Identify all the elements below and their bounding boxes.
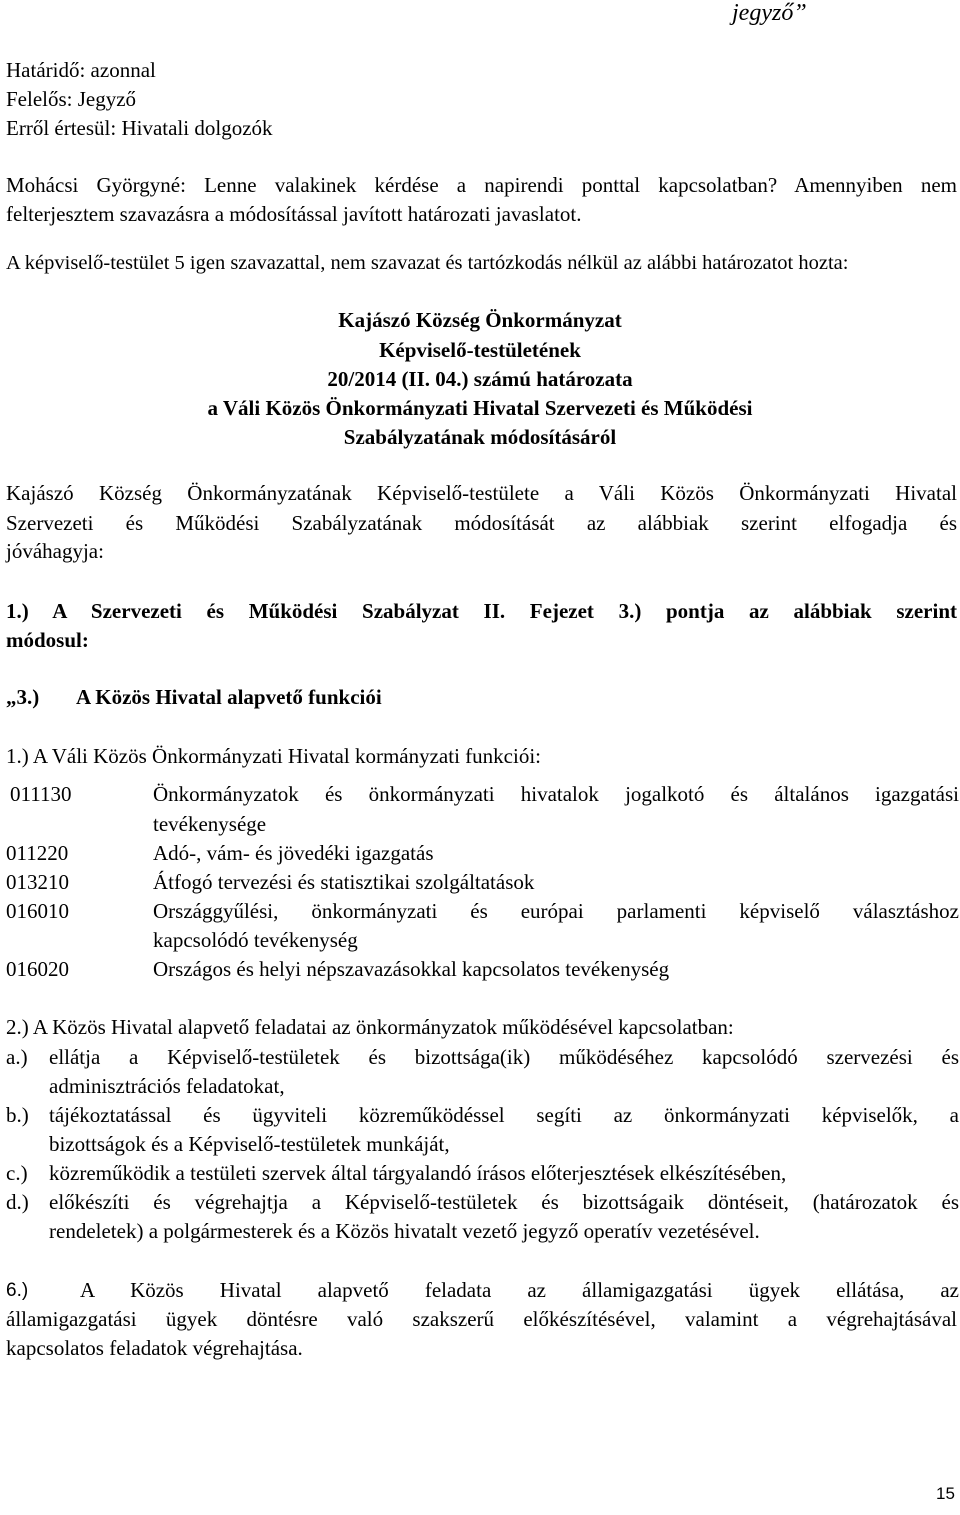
point1-line-2: módosul: bbox=[6, 628, 89, 652]
function-code: 011220 bbox=[6, 841, 69, 865]
header-fragment: jegyző” bbox=[732, 0, 807, 26]
task-text: közreműködik a testületi szervek által tárgyalandó írásos előterjesztések elkészítésében, bbox=[49, 1161, 787, 1185]
notified-line: Erről értesül: Hivatali dolgozók bbox=[6, 116, 273, 140]
function-code: 011130 bbox=[10, 782, 72, 806]
resolution-title-line-4: a Váli Közös Önkormányzati Hivatal Szervezeti és Működési bbox=[207, 396, 753, 420]
resolution-title-line-1: Kajászó Község Önkormányzat bbox=[338, 308, 622, 332]
task-text-cont: rendeletek) a polgármesterek és a Közös hivatalt vezető jegyző operatív vezetésével. bbox=[49, 1219, 760, 1243]
sub2-heading: 2.) A Közös Hivatal alapvető feladatai az önkormányzatok működésével kapcsolatban: bbox=[6, 1015, 734, 1039]
resolution-title-line-2: Képviselő-testületének bbox=[379, 338, 581, 362]
task-text-cont: adminisztrációs feladatokat, bbox=[49, 1074, 285, 1098]
task-label: b.) bbox=[6, 1103, 29, 1127]
function-desc: Országos és helyi népszavazásokkal kapcsolatos tevékenység bbox=[153, 957, 670, 981]
task-text: előkészíti és végrehajtja a Képviselő-testületek és bizottságaik döntéseit, (határozatok és bbox=[49, 1190, 959, 1214]
sub6-line-3: kapcsolatos feladatok végrehajtása. bbox=[6, 1336, 303, 1360]
sub6-line-1: A Közös Hivatal alapvető feladata az államigazgatási ügyek ellátása, az bbox=[80, 1278, 959, 1302]
deadline-line: Határidő: azonnal bbox=[6, 58, 156, 82]
page-number: 15 bbox=[936, 1484, 955, 1503]
vote-statement: A képviselő-testület 5 igen szavazattal, nem szavazat és tartózkodás nélkül az alábbi határozatot hozta: bbox=[6, 252, 849, 274]
function-desc: Országgyűlési, önkormányzati és európai parlamenti képviselő választáshoz bbox=[153, 899, 959, 923]
function-desc-cont: kapcsolódó tevékenység bbox=[153, 928, 358, 952]
body-line-2: Szervezeti és Működési Szabályzatának módosítását az alábbiak szerint elfogadja és bbox=[6, 511, 957, 535]
sub1-heading: 1.) A Váli Közös Önkormányzati Hivatal kormányzati funkciói: bbox=[6, 744, 541, 768]
responsible-line: Felelős: Jegyző bbox=[6, 87, 137, 111]
task-text: ellátja a Képviselő-testületek és bizottsága(ik) működéséhez kapcsolódó szervezési és bbox=[49, 1045, 959, 1069]
body-line-1: Kajászó Község Önkormányzatának Képviselő-testülete a Váli Közös Önkormányzati Hivatal bbox=[6, 481, 957, 505]
task-text: tájékoztatással és ügyviteli közreműködéssel segíti az önkormányzati képviselők, a bbox=[49, 1103, 959, 1127]
function-code: 016020 bbox=[6, 957, 69, 981]
body-line-3: jóváhagyja: bbox=[6, 539, 104, 563]
task-text-cont: bizottságok és a Képviselő-testületek munkáját, bbox=[49, 1132, 450, 1156]
resolution-title-line-3: 20/2014 (II. 04.) számú határozata bbox=[327, 367, 633, 391]
function-code: 013210 bbox=[6, 870, 69, 894]
task-label: c.) bbox=[6, 1161, 28, 1185]
resolution-title-line-5: Szabályzatának módosításáról bbox=[343, 425, 617, 449]
function-desc-cont: tevékenysége bbox=[153, 812, 267, 836]
task-label: d.) bbox=[6, 1190, 29, 1214]
function-code: 016010 bbox=[6, 899, 69, 923]
function-desc: Önkormányzatok és önkormányzati hivatalok jogalkotó és általános igazgatási bbox=[153, 782, 959, 806]
section3-number: „3.) bbox=[6, 685, 40, 709]
sub6-label: 6.) bbox=[6, 1280, 29, 1301]
function-desc: Adó-, vám- és jövedéki igazgatás bbox=[153, 841, 434, 865]
function-desc: Átfogó tervezési és statisztikai szolgáltatások bbox=[153, 870, 535, 894]
point1-line-1: 1.) A Szervezeti és Működési Szabályzat II. Fejezet 3.) pontja az alábbiak szerint bbox=[6, 599, 957, 623]
task-label: a.) bbox=[6, 1045, 28, 1069]
intro-line-1: Mohácsi Györgyné: Lenne valakinek kérdése a napirendi ponttal kapcsolatban? Amennyiben nem bbox=[6, 173, 957, 197]
sub6-line-2: államigazgatási ügyek döntésre való szakszerű előkészítésével, valamint a végrehajtásával bbox=[6, 1307, 957, 1331]
section3-title: A Közös Hivatal alapvető funkciói bbox=[76, 685, 382, 709]
intro-line-2: felterjesztem szavazásra a módosítással javított határozati javaslatot. bbox=[6, 202, 582, 226]
